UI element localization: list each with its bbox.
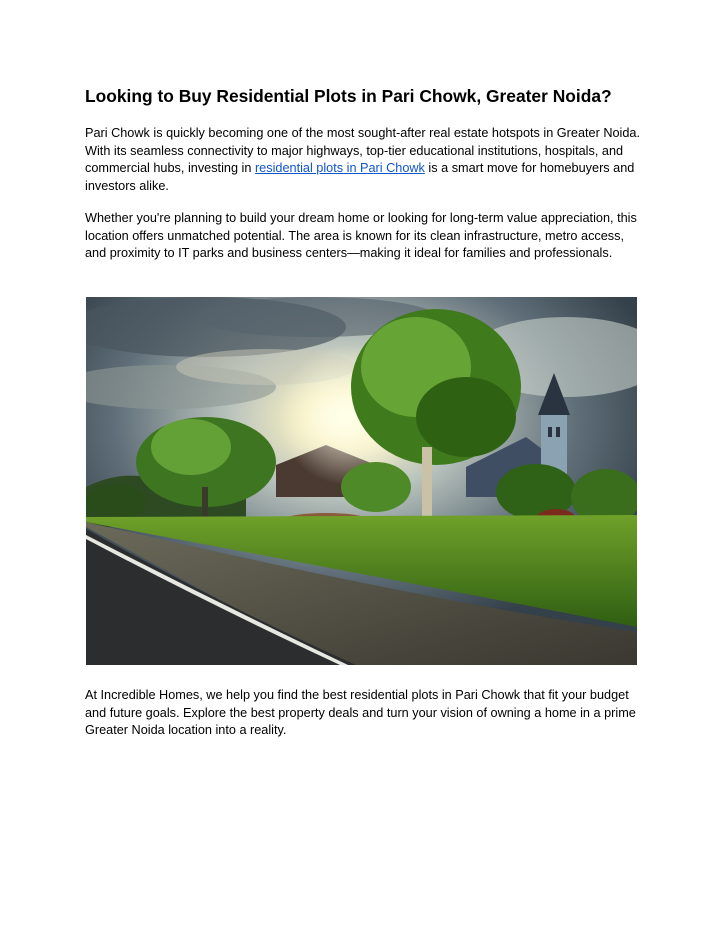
closing-paragraph: At Incredible Homes, we help you find the best residential plots in Pari Chowk that fit your budget and future goals. Explore the best property deals and turn your vision of owning a home in a prime Greater Noida location into a reality. bbox=[85, 688, 636, 737]
intro-paragraph bbox=[85, 125, 645, 195]
intro-text-before-link: Pari Chowk is quickly becoming one of the most sought-after real estate hotspots in Greater Noida. With its seamless connectivity to major highways, top-tier educational institutions, hospitals, and commercial hubs, investing in bbox=[85, 126, 641, 175]
page-title: Looking to Buy Residential Plots in Pari Chowk, Greater Noida? bbox=[85, 86, 612, 106]
residential-plots-link[interactable]: residential plots in Pari Chowk bbox=[254, 161, 425, 175]
location-paragraph: Whether you're planning to build your dream home or looking for long-term value appreciation, this location offers unmatched potential. The area is known for its clean infrastructure, metro access, and proximity to IT parks and business centers—making it ideal for families and professionals. bbox=[85, 211, 637, 260]
landscape-photo bbox=[86, 297, 637, 665]
intro-text-after-link: is a smart move for homebuyers and investors alike. bbox=[85, 161, 635, 193]
